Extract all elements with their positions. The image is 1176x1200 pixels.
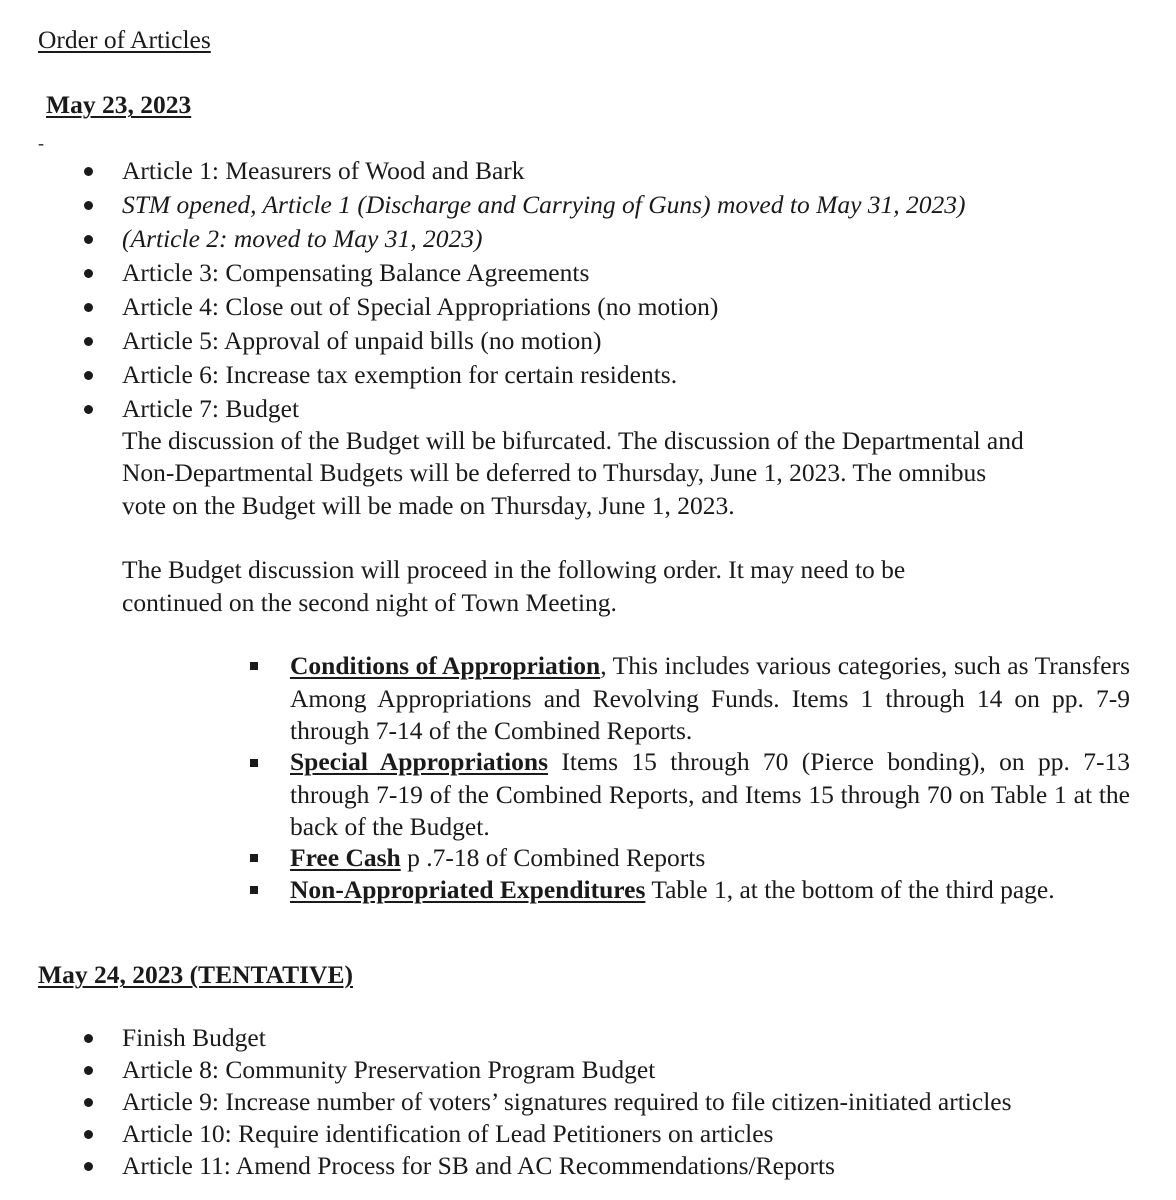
bullet-icon <box>84 405 93 414</box>
list-item: Finish Budget <box>122 1023 266 1052</box>
sub-item-free-cash <box>290 842 1130 875</box>
document-title: Order of Articles <box>38 25 211 54</box>
square-bullet-icon <box>250 662 258 670</box>
list-item: Article 11: Amend Process for SB and AC Recommendations/Reports <box>122 1151 835 1180</box>
list-item: Article 6: Increase tax exemption for certain residents. <box>122 360 678 389</box>
bullet-icon <box>84 303 93 312</box>
list-item: Article 8: Community Preservation Program Budget <box>122 1055 656 1084</box>
bullet-icon <box>84 201 93 210</box>
bullet-icon <box>84 1130 93 1139</box>
square-bullet-icon <box>250 854 258 862</box>
bullet-icon <box>84 269 93 278</box>
sub-item-label: Special Appropriations <box>290 747 549 776</box>
list-item: Article 1: Measurers of Wood and Bark <box>122 156 525 185</box>
bullet-icon <box>84 371 93 380</box>
bullet-icon <box>84 1098 93 1107</box>
bullet-icon <box>84 167 93 176</box>
sub-item-text: Table 1, at the bottom of the third page. <box>645 875 1055 904</box>
list-item: Article 4: Close out of Special Appropriations (no motion) <box>122 292 719 321</box>
list-item: (Article 2: moved to May 31, 2023) <box>122 224 483 253</box>
bullet-icon <box>84 337 93 346</box>
sub-item-label: Conditions of Appropriation <box>290 651 601 680</box>
list-item: Article 10: Require identification of Lead Petitioners on articles <box>122 1119 774 1148</box>
session-heading-may-23: May 23, 2023 <box>46 90 192 119</box>
paragraph-line: vote on the Budget will be made on Thursday, June 1, 2023. <box>122 491 735 520</box>
list-item: STM opened, Article 1 (Discharge and Carrying of Guns) moved to May 31, 2023) <box>122 190 966 219</box>
sub-item-conditions-of-appropriation <box>290 650 1130 748</box>
sub-item-text: Items 15 through 70 (Pierce bonding), on pp. 7-13 through 7-19 of the Combined Reports, and Items 15 through 70 on Table 1 at the back of the Budget. <box>290 747 1130 841</box>
sub-item-label: Non-Appropriated Expenditures <box>290 875 646 904</box>
square-bullet-icon <box>250 759 258 767</box>
paragraph-line: The Budget discussion will proceed in the following order. It may need to be <box>122 555 906 584</box>
list-item: Article 3: Compensating Balance Agreements <box>122 258 590 287</box>
sub-item-special-appropriations <box>290 746 1130 844</box>
bullet-icon <box>84 235 93 244</box>
list-item: Article 9: Increase number of voters’ signatures required to file citizen-initiated articles <box>122 1087 1012 1116</box>
list-item: Article 5: Approval of unpaid bills (no motion) <box>122 326 602 355</box>
sub-item-text: , This includes various categories, such as Transfers Among Appropriations and Revolving Funds. Items 1 through 14 on pp. 7-9 through 7-14 of the Combined Reports. <box>290 651 1130 745</box>
bullet-icon <box>84 1034 93 1043</box>
sub-item-text: p .7-18 of Combined Reports <box>400 843 706 872</box>
bullet-icon <box>84 1066 93 1075</box>
session-heading-may-24: May 24, 2023 (TENTATIVE) <box>38 960 353 989</box>
paragraph-line: continued on the second night of Town Meeting. <box>122 588 617 617</box>
stray-marker: - <box>38 133 44 153</box>
square-bullet-icon <box>250 886 258 894</box>
sub-item-non-appropriated-expenditures <box>290 874 1130 907</box>
sub-item-label: Free Cash <box>290 843 401 872</box>
paragraph-line: Non-Departmental Budgets will be deferred to Thursday, June 1, 2023. The omnibus <box>122 458 987 487</box>
list-item: Article 7: Budget <box>122 394 300 423</box>
paragraph-line: The discussion of the Budget will be bifurcated. The discussion of the Departmental and <box>122 426 1024 455</box>
bullet-icon <box>84 1162 93 1171</box>
